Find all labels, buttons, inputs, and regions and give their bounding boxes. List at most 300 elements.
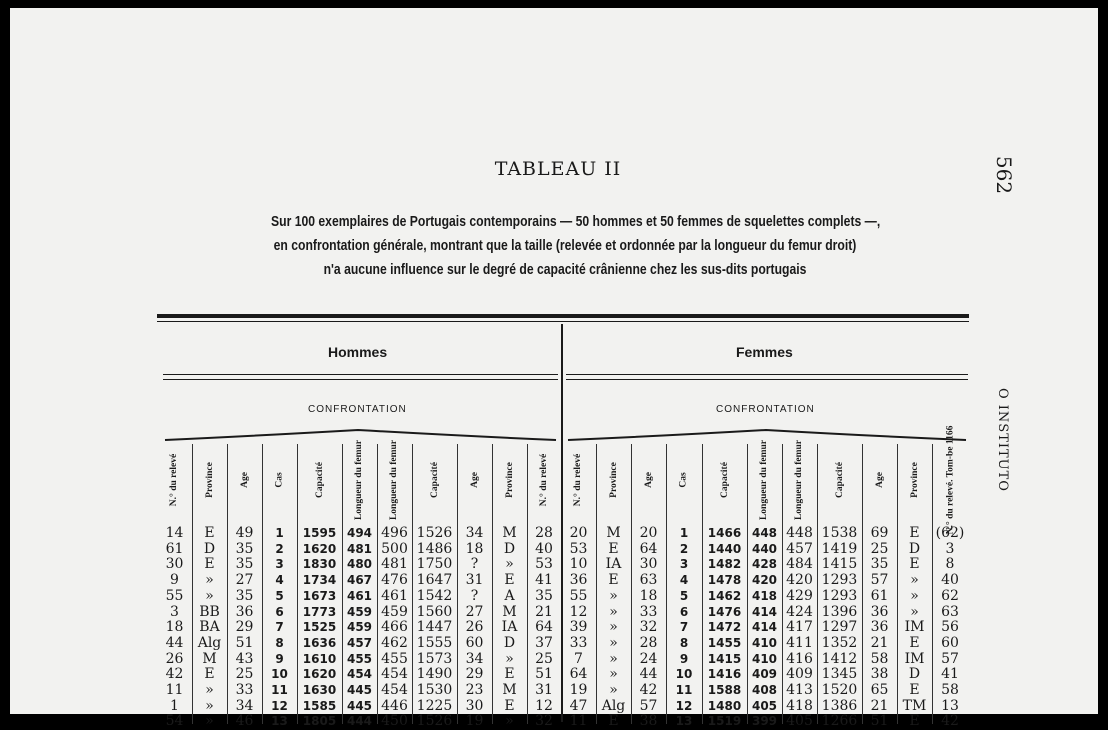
table-cell: 43 xyxy=(235,650,254,667)
column-header-label: Province xyxy=(909,462,920,498)
column-header-label: Capacité xyxy=(834,462,845,498)
table-cell: D xyxy=(503,540,516,557)
table-cell: 2 xyxy=(679,541,689,556)
table-cell: 445 xyxy=(346,698,373,713)
table-cell: 32 xyxy=(639,619,658,636)
table-cell: 18 xyxy=(465,540,484,557)
table-cell: 1636 xyxy=(302,635,337,650)
table-cell: 8 xyxy=(275,635,284,650)
column-header-label: Longueur du femur xyxy=(389,439,400,521)
table-cell: 55 xyxy=(165,587,184,604)
column-header xyxy=(702,444,747,516)
table-cell: 8 xyxy=(945,556,955,573)
table-cell: 1 xyxy=(275,526,284,540)
table-cell: 35 xyxy=(870,556,889,573)
table-cell: 1482 xyxy=(707,557,742,572)
table-cell: 35 xyxy=(235,556,254,573)
table-cell: 63 xyxy=(639,572,658,589)
table-cell: E xyxy=(909,525,920,541)
table-cell: 57 xyxy=(639,697,658,714)
table-cell: 35 xyxy=(535,587,553,604)
table-cell: 1673 xyxy=(302,588,337,603)
table-cell: 3 xyxy=(945,540,955,557)
table-cell: D xyxy=(503,634,516,651)
column-header xyxy=(342,439,377,521)
table-cell: E xyxy=(204,666,215,683)
column-header-label: Province xyxy=(204,462,215,498)
table-cell: 12 xyxy=(675,698,693,713)
table-cell: E xyxy=(909,556,920,573)
table-cell: » xyxy=(205,682,214,698)
table-cell: 454 xyxy=(381,682,408,698)
table-cell: 461 xyxy=(346,588,373,603)
table-cell: 417 xyxy=(786,619,813,636)
top-thin-rule xyxy=(157,321,969,322)
table-cell: 65 xyxy=(870,682,889,698)
table-cell: 1416 xyxy=(707,667,742,682)
column-header-label: Province xyxy=(608,462,619,498)
table-cell: 9 xyxy=(275,651,284,666)
table-cell: » xyxy=(505,650,514,667)
table-row xyxy=(10,542,1106,558)
table-cell: 1585 xyxy=(302,698,337,713)
table-cell: 1 xyxy=(170,697,179,714)
table-cell: 46 xyxy=(235,713,254,730)
table-cell: 1595 xyxy=(302,526,337,540)
table-cell: » xyxy=(205,587,214,604)
table-cell: 1297 xyxy=(821,619,858,636)
table-row xyxy=(10,526,1106,542)
table-cell: E xyxy=(608,540,619,557)
table-cell: 58 xyxy=(870,650,889,667)
table-cell: 64 xyxy=(535,619,553,636)
table-cell: » xyxy=(910,603,919,620)
table-row xyxy=(10,620,1106,636)
table-cell: 494 xyxy=(346,526,373,540)
table-cell: 31 xyxy=(535,682,553,698)
table-cell: 41 xyxy=(535,572,553,589)
column-header-label: Province xyxy=(504,462,515,498)
table-cell: 42 xyxy=(165,666,184,683)
column-header-label: Longueur du femur xyxy=(354,439,365,521)
table-cell: 57 xyxy=(870,572,889,589)
column-header-label: Age xyxy=(643,472,654,488)
table-cell: 428 xyxy=(751,557,778,572)
table-cell: 454 xyxy=(381,666,408,683)
table-cell: 466 xyxy=(381,619,408,636)
table-cell: 56 xyxy=(941,619,959,636)
table-cell: 418 xyxy=(751,588,778,603)
table-cell: 34 xyxy=(235,697,254,714)
table-cell: 51 xyxy=(870,713,889,730)
table-cell: 38 xyxy=(639,713,658,730)
table-cell: 20 xyxy=(639,525,658,541)
table-cell: 1293 xyxy=(821,572,858,589)
table-cell: IM xyxy=(904,619,925,636)
table-cell: BA xyxy=(199,619,220,636)
column-header-label: N.° du relevé xyxy=(573,453,584,507)
table-cell: 1773 xyxy=(302,604,337,619)
table-cell: 405 xyxy=(786,713,813,730)
table-cell: 6 xyxy=(679,604,689,619)
table-cell: 1538 xyxy=(821,525,858,541)
table-cell: » xyxy=(609,666,618,683)
column-header xyxy=(492,444,527,516)
table-cell: 24 xyxy=(639,650,658,667)
table-cell: 13 xyxy=(675,714,693,729)
table-row xyxy=(10,589,1106,605)
table-cell: 1530 xyxy=(416,682,453,698)
table-cell: A xyxy=(504,587,515,604)
table-cell: IA xyxy=(605,556,622,573)
table-cell: 13 xyxy=(941,697,959,714)
column-header xyxy=(377,439,412,521)
table-row xyxy=(10,667,1106,683)
table-cell: 410 xyxy=(751,635,778,650)
column-header xyxy=(227,444,262,516)
table-cell: » xyxy=(505,556,514,573)
column-header-label: Cas xyxy=(274,472,285,488)
table-cell: 40 xyxy=(941,572,959,589)
table-cell: 440 xyxy=(751,541,778,556)
table-cell: 5 xyxy=(275,588,284,603)
group-rule-right xyxy=(566,379,968,380)
table-row xyxy=(10,714,1106,730)
table-cell: 1519 xyxy=(707,714,742,729)
table-cell: 33 xyxy=(569,634,588,651)
table-cell: 53 xyxy=(535,556,553,573)
table-cell: E xyxy=(909,634,920,651)
table-cell: 7 xyxy=(679,620,689,635)
table-cell: 39 xyxy=(569,619,588,636)
table-cell: 35 xyxy=(235,587,254,604)
table-row xyxy=(10,636,1106,652)
table-cell: 34 xyxy=(465,650,484,667)
group-rule-left xyxy=(163,374,558,375)
table-cell: 429 xyxy=(786,587,813,604)
table-cell: 28 xyxy=(535,525,553,541)
column-header-label: Longueur du femur xyxy=(794,439,805,521)
table-cell: 3 xyxy=(170,603,179,620)
column-header xyxy=(747,439,782,521)
table-cell: 10 xyxy=(569,556,588,573)
table-cell: 55 xyxy=(569,587,588,604)
column-header-label: Age xyxy=(874,472,885,488)
table-cell: 21 xyxy=(870,634,889,651)
table-cell: 60 xyxy=(941,634,959,651)
table-cell: 1415 xyxy=(821,556,858,573)
table-cell: 410 xyxy=(751,651,778,666)
column-header xyxy=(862,444,897,516)
table-cell: 38 xyxy=(870,666,889,683)
table-cell: 484 xyxy=(786,556,813,573)
table-cell: 1476 xyxy=(707,604,742,619)
table-cell: 61 xyxy=(165,540,184,557)
table-cell: 450 xyxy=(381,713,408,730)
table-cell: 10 xyxy=(271,667,288,682)
table-cell: E xyxy=(504,572,515,589)
table-cell: » xyxy=(609,634,618,651)
table-cell: 2 xyxy=(275,541,284,556)
table-cell: 32 xyxy=(535,713,553,730)
table-cell: » xyxy=(910,572,919,589)
table-cell: 42 xyxy=(639,682,658,698)
table-cell: 1412 xyxy=(821,650,858,667)
column-header-label: Age xyxy=(239,472,250,488)
table-cell: 1542 xyxy=(416,587,453,604)
table-cell: 19 xyxy=(569,682,588,698)
column-header xyxy=(561,444,596,516)
table-cell: 424 xyxy=(786,603,813,620)
table-cell: 30 xyxy=(465,697,484,714)
table-cell: 409 xyxy=(786,666,813,683)
column-header xyxy=(527,444,561,516)
table-cell: 21 xyxy=(870,697,889,714)
table-cell: 1620 xyxy=(302,541,337,556)
table-cell: 414 xyxy=(751,620,778,635)
table-cell: M xyxy=(502,682,517,698)
table-cell: 454 xyxy=(346,667,373,682)
table-cell: 64 xyxy=(639,540,658,557)
table-cell: 1630 xyxy=(302,683,337,697)
table-cell: 3 xyxy=(679,557,689,572)
column-header-label: N.° du relevé xyxy=(539,453,549,507)
table-cell: E xyxy=(608,572,619,589)
table-cell: 399 xyxy=(751,714,778,729)
table-cell: Alg xyxy=(601,697,626,714)
table-cell: 459 xyxy=(346,620,373,635)
table-cell: 14 xyxy=(165,525,184,541)
table-cell: 36 xyxy=(870,603,889,620)
table-cell: 1830 xyxy=(302,557,337,572)
side-label: O INSTITUTO xyxy=(995,388,1010,492)
table-cell: 33 xyxy=(639,603,658,620)
table-cell: 5 xyxy=(679,588,689,603)
table-cell: 29 xyxy=(465,666,484,683)
table-cell: 31 xyxy=(465,572,484,589)
table-cell: 41 xyxy=(941,666,959,683)
table-cell: 57 xyxy=(941,650,959,667)
document-page xyxy=(10,8,1098,730)
confrontation-label-right: CONFRONTATION xyxy=(716,404,815,415)
table-cell: M xyxy=(502,525,517,541)
table-cell: 1225 xyxy=(416,697,453,714)
table-cell: 1525 xyxy=(302,620,337,635)
table-cell: 49 xyxy=(235,525,254,541)
table-cell: 6 xyxy=(275,604,284,619)
table-cell: E xyxy=(909,713,920,730)
table-cell: 26 xyxy=(165,650,184,667)
table-row xyxy=(10,557,1106,573)
table-row xyxy=(10,605,1106,621)
table-cell: 405 xyxy=(751,698,778,713)
table-cell: ? xyxy=(470,587,479,604)
table-cell: D xyxy=(203,540,216,557)
table-cell: 467 xyxy=(346,573,373,588)
table-cell: 481 xyxy=(346,541,373,556)
table-cell: 408 xyxy=(751,683,778,697)
table-cell: 1466 xyxy=(707,526,742,540)
table-cell: 19 xyxy=(465,713,484,730)
table-cell: 1610 xyxy=(302,651,337,666)
table-cell: 25 xyxy=(870,540,889,557)
table-cell: 411 xyxy=(786,634,813,651)
table-cell: 1472 xyxy=(707,620,742,635)
table-cell: IA xyxy=(501,619,518,636)
table-cell: 455 xyxy=(381,650,408,667)
table-cell: TM xyxy=(902,697,927,714)
table-cell: » xyxy=(910,587,919,604)
table-cell: E xyxy=(608,713,619,730)
table-cell: 1345 xyxy=(821,666,858,683)
table-cell: 33 xyxy=(235,682,254,698)
column-header xyxy=(897,444,932,516)
table-cell: 25 xyxy=(535,650,553,667)
table-cell: » xyxy=(505,713,514,730)
table-cell: 457 xyxy=(346,635,373,650)
table-cell: 21 xyxy=(535,603,553,620)
subtitle xyxy=(271,210,881,282)
table-cell: » xyxy=(609,603,618,620)
table-cell: » xyxy=(609,682,618,698)
table-cell: Alg xyxy=(197,634,222,651)
top-thick-rule xyxy=(157,314,969,318)
table-cell: 54 xyxy=(165,713,184,730)
table-cell: 44 xyxy=(165,634,184,651)
table-cell: 28 xyxy=(639,634,658,651)
column-header-label: Cas xyxy=(679,472,689,488)
table-cell: 1480 xyxy=(707,698,742,713)
table-cell: 1293 xyxy=(821,587,858,604)
table-cell: 1396 xyxy=(821,603,858,620)
table-cell: 444 xyxy=(346,714,373,729)
table-cell: 1455 xyxy=(707,635,742,650)
table-cell: 1386 xyxy=(821,697,858,714)
table-cell: 420 xyxy=(751,573,778,588)
table-cell: 1555 xyxy=(416,634,453,651)
group-rule-left xyxy=(163,379,558,380)
table-cell: 1560 xyxy=(416,603,453,620)
subtitle-line: en confrontation générale, montrant que la taille (relevée et ordonnée par la longueur du femur droit) xyxy=(273,238,857,254)
table-cell: 1526 xyxy=(416,525,453,541)
table-cell: 11 xyxy=(165,682,184,698)
table-cell: 27 xyxy=(465,603,484,620)
table-cell: 11 xyxy=(271,683,288,697)
table-cell: 481 xyxy=(381,556,408,573)
table-cell: 61 xyxy=(870,587,889,604)
table-cell: 496 xyxy=(381,525,408,541)
table-cell: 12 xyxy=(535,697,553,714)
table-cell: 3 xyxy=(275,557,284,572)
table-cell: 62 xyxy=(941,587,959,604)
table-cell: E xyxy=(909,682,920,698)
table-cell: 53 xyxy=(569,540,588,557)
table-cell: 47 xyxy=(569,697,588,714)
table-row xyxy=(10,699,1106,715)
table-cell: 51 xyxy=(235,634,254,651)
table-cell: 36 xyxy=(569,572,588,589)
table-cell: 1620 xyxy=(302,667,337,682)
column-header xyxy=(631,444,666,516)
table-cell: 4 xyxy=(679,573,689,588)
table-cell: 12 xyxy=(569,603,588,620)
table-cell: 409 xyxy=(751,667,778,682)
table-cell: » xyxy=(609,650,618,667)
table-cell: M xyxy=(606,525,621,541)
table-cell: 4 xyxy=(275,573,284,588)
table-cell: 1573 xyxy=(416,650,453,667)
column-header xyxy=(666,444,702,516)
table-cell: M xyxy=(502,603,517,620)
table-cell: 29 xyxy=(235,619,254,636)
table-cell: 42 xyxy=(941,713,959,730)
table-cell: D xyxy=(908,666,921,683)
column-header xyxy=(457,444,492,516)
table-cell: 1415 xyxy=(707,651,742,666)
table-cell: 414 xyxy=(751,604,778,619)
table-cell: 11 xyxy=(569,713,588,730)
column-header-label: Longueur du femur xyxy=(759,439,770,521)
table-cell: 1526 xyxy=(416,713,453,730)
table-cell: » xyxy=(205,713,214,730)
table-cell: » xyxy=(609,619,618,636)
table-cell: 8 xyxy=(679,635,689,650)
table-cell: 36 xyxy=(870,619,889,636)
subtitle-line: n'a aucune influence sur le degré de capacité crânienne chez les sus-dits portugais xyxy=(323,262,807,278)
table-cell: 480 xyxy=(346,557,373,572)
table-cell: 1486 xyxy=(416,540,453,557)
table-cell: 413 xyxy=(786,682,813,698)
page-title: TABLEAU II xyxy=(494,158,622,180)
table-cell: 36 xyxy=(235,603,254,620)
table-cell: 60 xyxy=(465,634,484,651)
table-row xyxy=(10,573,1106,589)
table-cell: E xyxy=(504,666,515,683)
table-cell: » xyxy=(609,587,618,604)
table-cell: (62) xyxy=(935,525,965,541)
table-cell: 11 xyxy=(675,683,693,697)
table-cell: 1520 xyxy=(821,682,858,698)
column-header xyxy=(412,444,457,516)
table-cell: » xyxy=(205,572,214,589)
table-cell: 1352 xyxy=(821,634,858,651)
table-cell: 30 xyxy=(639,556,658,573)
hommes-header: Hommes xyxy=(328,344,388,360)
table-cell: 461 xyxy=(381,587,408,604)
table-cell: 1647 xyxy=(416,572,453,589)
table-cell: 9 xyxy=(679,651,689,666)
table-cell: 7 xyxy=(574,650,583,667)
table-cell: 34 xyxy=(465,525,484,541)
table-cell: 18 xyxy=(165,619,184,636)
table-cell: 44 xyxy=(639,666,658,683)
table-cell: 1266 xyxy=(821,713,858,730)
table-cell: 455 xyxy=(346,651,373,666)
table-cell: 1478 xyxy=(707,573,742,588)
table-cell: 51 xyxy=(535,666,553,683)
table-cell: E xyxy=(204,556,215,573)
confrontation-label-left: CONFRONTATION xyxy=(308,404,407,415)
table-cell: 1462 xyxy=(707,588,742,603)
table-cell: 27 xyxy=(235,572,254,589)
column-header xyxy=(817,444,862,516)
column-header-label: Capacité xyxy=(719,462,730,498)
table-cell: 18 xyxy=(639,587,658,604)
column-header-label: N.° du relevé xyxy=(169,453,180,507)
table-cell: 40 xyxy=(535,540,553,557)
table-cell: 26 xyxy=(465,619,484,636)
table-cell: 420 xyxy=(786,572,813,589)
